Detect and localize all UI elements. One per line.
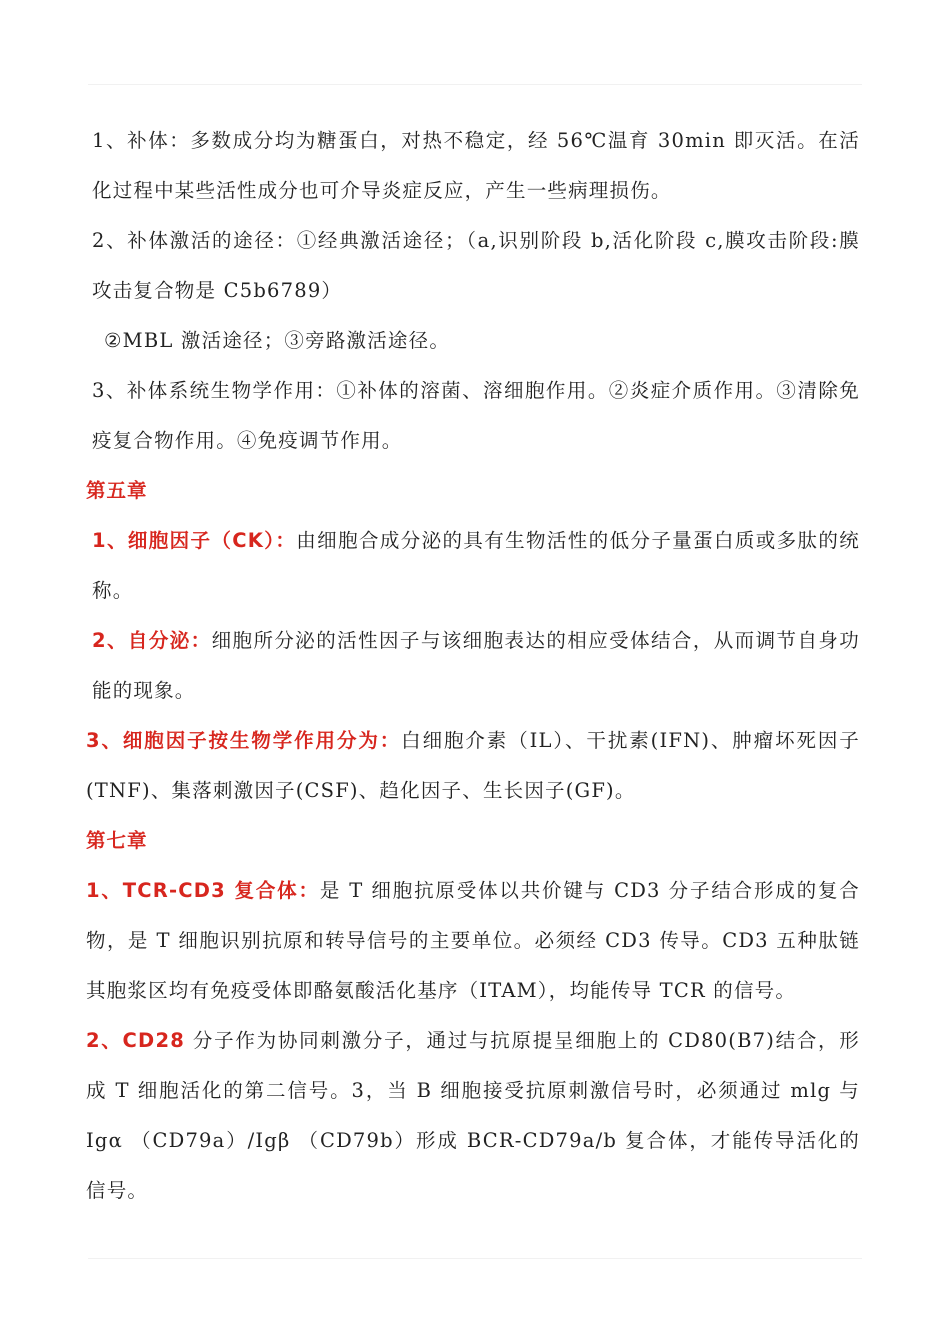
keyword-classification: 3、细胞因子按生物学作用分为： [86,729,402,752]
keyword-cd28: 2、CD28 [86,1029,185,1052]
chapter-five-item-cytokine [86,516,860,616]
definition-classification: 白细胞介素（IL）、干扰素(IFN)、肿瘤坏死因子(TNF)、集落刺激因子(CSF)、趋化因子、生长因子(GF)。 [86,729,860,802]
chapter-five-item-classification [86,716,860,816]
paragraph-complement-functions: 3、补体系统生物学作用：①补体的溶菌、溶细胞作用。②炎症介质作用。③清除免疫复合物作用。④免疫调节作用。 [92,379,860,452]
definition-autocrine: 细胞所分泌的活性因子与该细胞表达的相应受体结合，从而调节自身功能的现象。 [92,629,860,702]
chapter-seven-item-cd28 [86,1016,860,1216]
chapter-seven-title: 第七章 [86,829,148,852]
keyword-autocrine: 2、自分泌： [92,629,212,652]
keyword-tcr-cd3: 1、TCR-CD3 复合体： [86,879,320,902]
definition-cytokine: 由细胞合成分泌的具有生物活性的低分子量蛋白质或多肽的统称。 [92,529,860,602]
footer-rule [88,1258,862,1259]
paragraph-complement-pathways-cont: ②MBL 激活途径；③旁路激活途径。 [104,329,451,352]
chapter-five-title: 第五章 [86,479,148,502]
paragraph-complement-definition: 1、补体：多数成分均为糖蛋白，对热不稳定，经 56℃温育 30min 即灭活。在活化过程中某些活性成分也可介导炎症反应，产生一些病理损伤。 [92,129,860,202]
chapter-five-item-autocrine [86,616,860,716]
keyword-cytokine: 1、细胞因子（CK）： [92,529,297,552]
header-rule [88,84,862,85]
paragraph-complement-pathways: 2、补体激活的途径：①经典激活途径；（a,识别阶段 b,活化阶段 c,膜攻击阶段:膜攻击复合物是 C5b6789） [92,229,860,302]
definition-cd28: 分子作为协同刺激分子，通过与抗原提呈细胞上的 CD80(B7)结合，形成 T 细胞活化的第二信号。3，当 B 细胞接受抗原刺激信号时，必须通过 mlg 与 Igα （CD79a）/Igβ （CD79b）形成 BCR-CD79a/b 复合体，才能传导活化的信号。 [86,1029,860,1202]
definition-tcr-cd3: 是 T 细胞抗原受体以共价键与 CD3 分子结合形成的复合物，是 T 细胞识别抗原和转导信号的主要单位。必须经 CD3 传导。CD3 五种肽链其胞浆区均有免疫受体即酪氨酸活化基序（ITAM），均能传导 TCR 的信号。 [86,879,860,1002]
document-body [86,116,860,1216]
chapter-seven-item-tcr-cd3 [86,866,860,1016]
